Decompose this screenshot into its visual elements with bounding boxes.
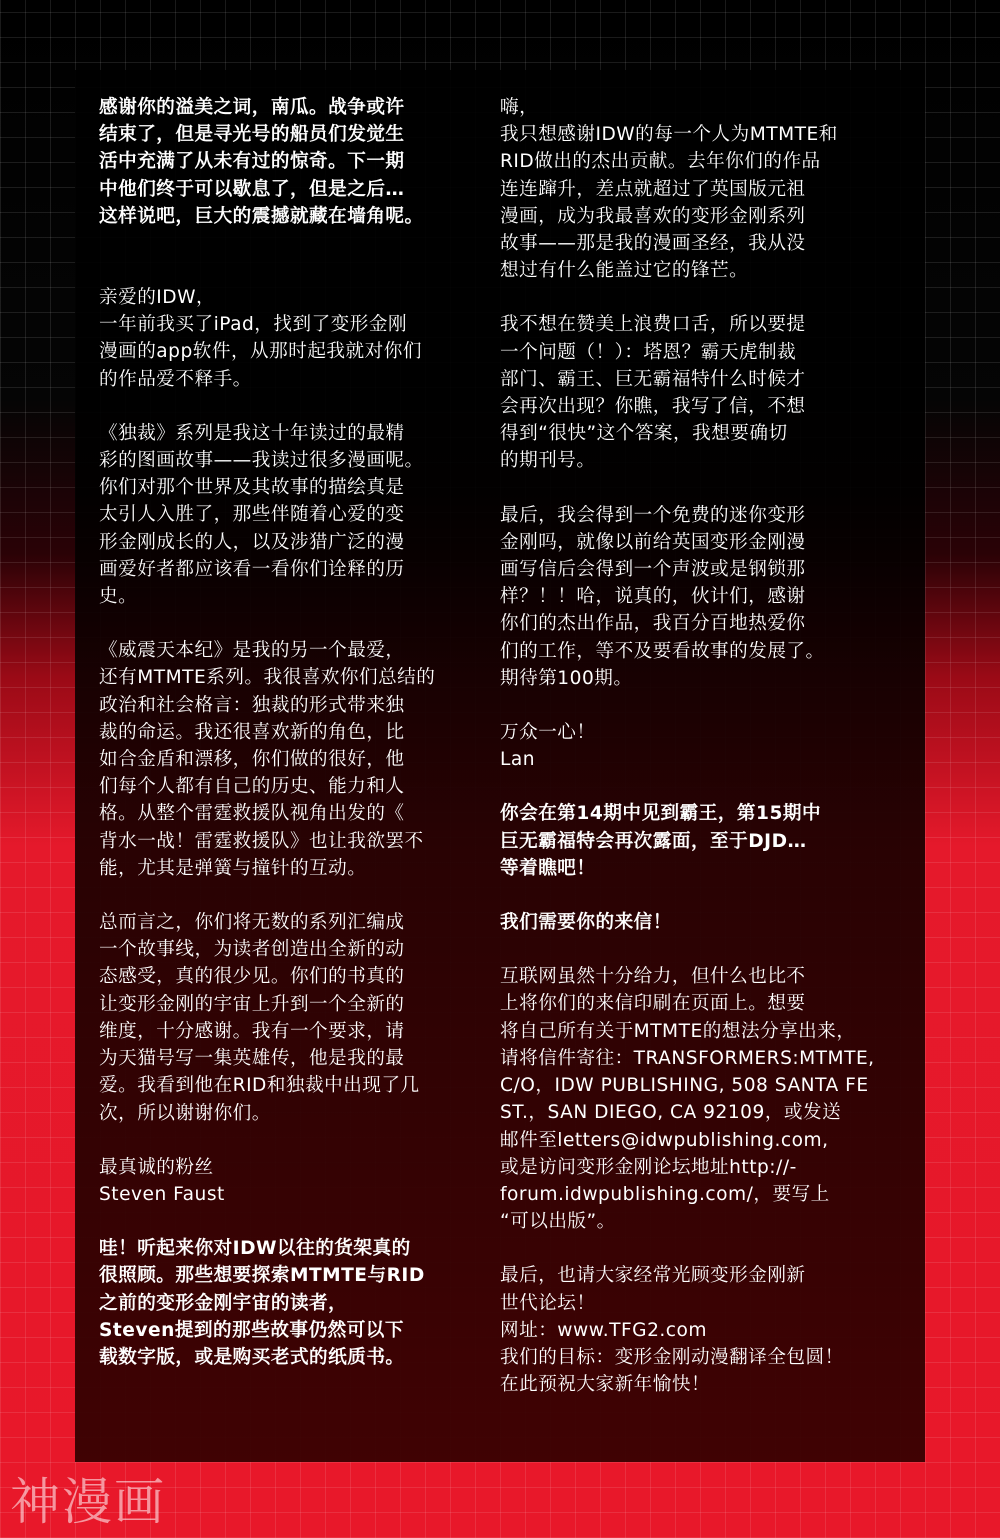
letter-paragraph: 总而言之，你们将无数的系列汇编成 一个故事线，为读者创造出全新的动 态感受，真的很少见。你们的书真的 让变形金刚的宇宙上升到一个全新的 维度，十分感谢。我有一个要求，请 为天猫号写一集英雄传，他是我的最 爱。我看到他在RID和独裁中出现了几 次，所以谢谢你们。 <box>99 912 420 1124</box>
right-column <box>500 94 878 1425</box>
submission-info: 互联网虽然十分给力，但什么也比不 上将你们的来信印刷在页面上。想要 将自己所有关于MTMTE的想法分享出来， 请将信件寄往：TRANSFORMERS:MTMTE, C/O，IDW PUBLISHING, 508 SANTA FE ST.，SAN DIEGO, CA 92109，或发送 邮件至letters@idwpublishing.com, 或是访问变形金刚论坛地址http://- forum.idwpublishing.com/，要写上 “可以出版”。 <box>500 966 875 1233</box>
letter-paragraph: 嗨， 我只想感谢IDW的每一个人为MTMTE和 RID做出的杰出贡献。去年你们的作品 连连蹿升，差点就超过了英国版元祖 漫画，成为我最喜欢的变形金刚系列 故事——那是我的漫画圣经，我从没 想过有什么能盖过它的锋芒。 <box>500 97 838 282</box>
forum-promo: 最后，也请大家经常光顾变形金刚新 世代论坛！ 网址：www.TFG2.com 我们的目标：变形金刚动漫翻译全包圆！ 在此预祝大家新年愉快！ <box>500 1265 844 1396</box>
letter-paragraph: 《威震天本纪》是我的另一个最爱， 还有MTMTE系列。我很喜欢你们总结的 政治和社会格言：独裁的形式带来独 裁的命运。我还很喜欢新的角色，比 如合金盾和漂移，你们做的很好，他 们每个人都有自己的历史、能力和人 格。从整个雷霆救援队视角出发的《 背水一战！雷霆救援队》也让我欲罢不 能，尤其是弹簧与撞针的互动。 <box>99 640 436 879</box>
letter-signature: 万众一心！ Lan <box>500 722 596 771</box>
letter-signature: 最真诚的粉丝 Steven Faust <box>99 1156 225 1205</box>
editor-reply-3: 你会在第14期中见到霸王，第15期中 巨无霸福特会再次露面，至于DJD… 等着瞧吧！ <box>500 803 822 879</box>
letter-paragraph: 我不想在赞美上浪费口舌，所以要提 一个问题（！）：塔恩？霸天虎制裁 部门、霸王、巨无霸福特什么时候才 会再次出现？你瞧，我写了信，不想 得到“很快”这个答案，我想要确切 的期刊号。 <box>500 314 806 472</box>
section-heading: 我们需要你的来信！ <box>500 912 672 934</box>
letter-paragraph: 最后，我会得到一个免费的迷你变形 金刚吗，就像以前给英国变形金刚漫 画写信后会得到一个声波或是钢锁那 样？！！哈，说真的，伙计们，感谢 你们的杰出作品，我百分百地热爱你 们的工作，等不及要看故事的发展了。 期待第100期。 <box>500 504 825 689</box>
letter-greeting: 亲爱的IDW， 一年前我买了iPad，找到了变形金刚 漫画的app软件，从那时起我就对你们 的作品爱不释手。 <box>99 287 422 390</box>
watermark-logo: 神漫画 <box>10 1473 166 1531</box>
editor-reply-2: 哇！听起来你对IDW以往的货架真的 很照顾。那些想要探索MTMTE与RID 之前的变形金刚宇宙的读者， Steven提到的那些故事仍然可以下 载数字版，或是购买老式的纸质书。 <box>99 1238 425 1368</box>
letter-paragraph: 《独裁》系列是我这十年读过的最精 彩的图画故事——我读过很多漫画呢。 你们对那个世界及其故事的描绘真是 太引人入胜了，那些伴随着心爱的变 形金刚成长的人，以及涉猎广泛的漫 画爱好者都应该看一看你们诠释的历 史。 <box>99 422 424 608</box>
editor-reply-1: 感谢你的溢美之词，南瓜。战争或许 结束了，但是寻光号的船员们发觉生 活中充满了从未有过的惊奇。下一期 中他们终于可以歇息了，但是之后… 这样说吧，巨大的震撼就藏在墙角呢。 <box>99 97 424 227</box>
left-column <box>99 94 477 1398</box>
